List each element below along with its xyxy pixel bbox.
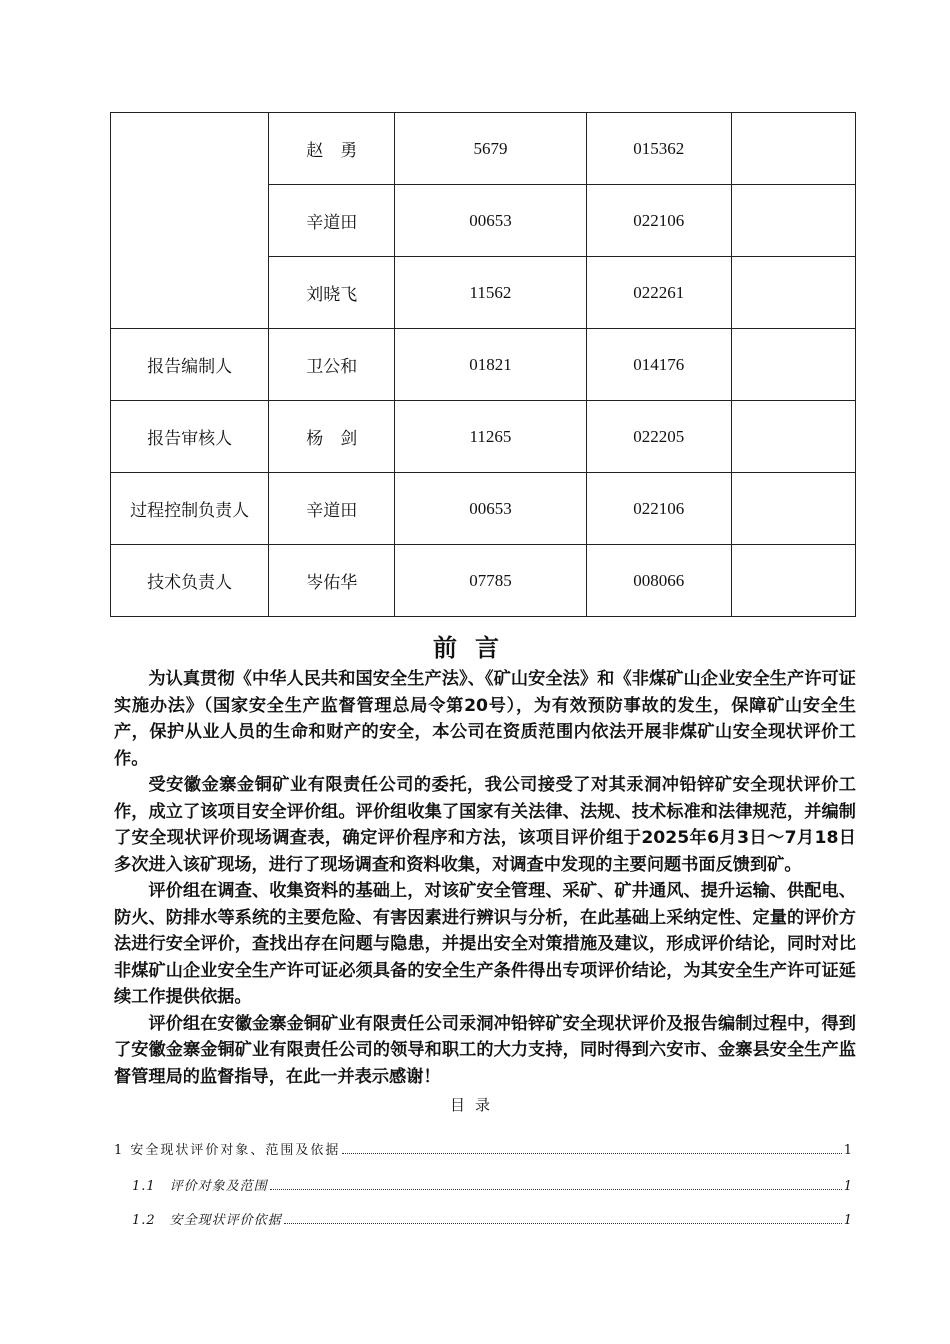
number-cell: 11265 xyxy=(395,401,586,473)
note-cell xyxy=(731,113,855,185)
name-cell: 赵 勇 xyxy=(269,113,395,185)
toc-entry-label: 1.1 评价对象及范围 xyxy=(132,1179,268,1194)
role-cell xyxy=(111,113,269,329)
toc-leader xyxy=(284,1223,842,1224)
name-cell: 杨 剑 xyxy=(269,401,395,473)
toc-leader xyxy=(342,1153,841,1154)
toc-leader xyxy=(270,1189,842,1190)
number-cell: 008066 xyxy=(586,545,731,617)
toc-entry[interactable] xyxy=(114,1136,852,1158)
toc-entry[interactable] xyxy=(114,1206,852,1228)
note-cell xyxy=(731,329,855,401)
toc-entry-label: 1 安全现状评价对象、范围及依据 xyxy=(114,1143,341,1158)
staff-table xyxy=(110,112,856,617)
name-cell: 刘晓飞 xyxy=(269,257,395,329)
number-cell: 00653 xyxy=(395,185,586,257)
foreword-paragraph: 受安徽金寨金铜矿业有限责任公司的委托，我公司接受了对其汞洞冲铅锌矿安全现状评价工作，成立了该项目安全评价组。评价组收集了国家有关法律、法规、技术标准和法律规范，并编制了安全现状评价现场调查表，确定评价程序和方法，该项目评价组于2025年6月3日～7月18日多次进入该矿现场，进行了现场调查和资料收集，对调查中发现的主要问题书面反馈到矿。 xyxy=(114,775,856,875)
toc-entry[interactable] xyxy=(114,1172,852,1194)
foreword-paragraph: 评价组在安徽金寨金铜矿业有限责任公司汞洞冲铅锌矿安全现状评价及报告编制过程中，得到了安徽金寨金铜矿业有限责任公司的领导和职工的大力支持，同时得到六安市、金寨县安全生产监督管理局的监督指导，在此一并表示感谢！ xyxy=(114,1013,856,1087)
foreword-paragraph: 为认真贯彻《中华人民共和国安全生产法》、《矿山安全法》和《非煤矿山企业安全生产许可证实施办法》（国家安全生产监督管理总局令第20号），为有效预防事故的发生，保障矿山安全生产，保护从业人员的生命和财产的安全，本公司在资质范围内依法开展非煤矿山安全现状评价工作。 xyxy=(114,669,856,769)
table-row xyxy=(111,473,856,545)
role-cell: 报告审核人 xyxy=(111,401,269,473)
foreword-paragraph: 评价组在调查、收集资料的基础上，对该矿安全管理、采矿、矿井通风、提升运输、供配电、防火、防排水等系统的主要危险、有害因素进行辨识与分析，在此基础上采纳定性、定量的评价方法进行安全评价，查找出存在问题与隐患，并提出安全对策措施及建议，形成评价结论，同时对比非煤矿山企业安全生产许可证必须具备的安全生产条件得出专项评价结论，为其安全生产许可证延续工作提供依据。 xyxy=(114,881,856,1007)
note-cell xyxy=(731,185,855,257)
number-cell: 01821 xyxy=(395,329,586,401)
note-cell xyxy=(731,257,855,329)
table-row xyxy=(111,401,856,473)
number-cell: 022261 xyxy=(586,257,731,329)
number-cell: 00653 xyxy=(395,473,586,545)
table-row xyxy=(111,545,856,617)
number-cell: 5679 xyxy=(395,113,586,185)
note-cell xyxy=(731,545,855,617)
role-cell: 报告编制人 xyxy=(111,329,269,401)
toc-entry-label: 1.2 安全现状评价依据 xyxy=(132,1213,282,1228)
role-cell: 技术负责人 xyxy=(111,545,269,617)
toc-entry-page: 1 xyxy=(843,1213,852,1228)
table-row xyxy=(111,113,856,185)
note-cell xyxy=(731,473,855,545)
table-row xyxy=(111,329,856,401)
foreword-heading: 前言 xyxy=(433,634,517,662)
number-cell: 015362 xyxy=(586,113,731,185)
name-cell: 卫公和 xyxy=(269,329,395,401)
number-cell: 022106 xyxy=(586,185,731,257)
toc-entry-page: 1 xyxy=(843,1179,852,1194)
number-cell: 014176 xyxy=(586,329,731,401)
name-cell: 岑佑华 xyxy=(269,545,395,617)
toc-heading: 目录 xyxy=(449,1096,500,1114)
name-cell: 辛道田 xyxy=(269,185,395,257)
number-cell: 07785 xyxy=(395,545,586,617)
number-cell: 022205 xyxy=(586,401,731,473)
role-cell: 过程控制负责人 xyxy=(111,473,269,545)
note-cell xyxy=(731,401,855,473)
number-cell: 022106 xyxy=(586,473,731,545)
foreword-body xyxy=(114,666,856,1090)
number-cell: 11562 xyxy=(395,257,586,329)
name-cell: 辛道田 xyxy=(269,473,395,545)
toc-entry-page: 1 xyxy=(843,1143,852,1158)
